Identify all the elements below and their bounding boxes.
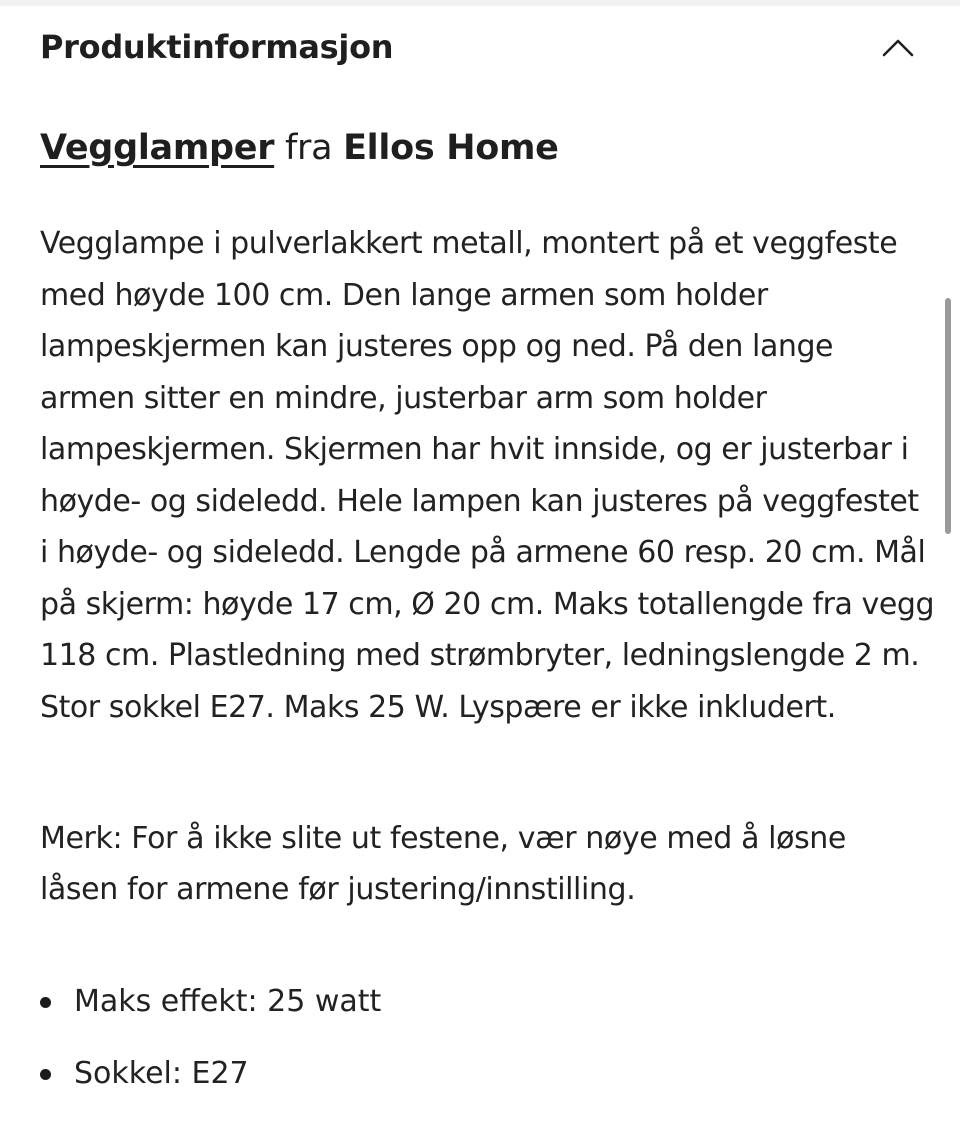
section-title: Produktinformasjon (40, 28, 394, 66)
top-divider (0, 0, 960, 6)
spec-text: Sokkel: E27 (74, 1056, 249, 1091)
scrollbar-thumb[interactable] (945, 298, 951, 534)
brand-name: Ellos Home (343, 128, 559, 168)
bullet-icon (40, 1069, 51, 1080)
category-link[interactable]: Vegglamper (40, 128, 275, 168)
chevron-up-icon (882, 38, 914, 58)
spec-item (40, 978, 381, 1050)
from-word: fra (284, 128, 333, 168)
product-subtitle (40, 128, 559, 168)
care-note: Merk: For å ikke slite ut festene, vær nøye med å løsne låsen for armene før justering/innstilling. (40, 821, 846, 907)
product-description: Vegglampe i pulverlakkert metall, montert på et veggfeste med høyde 100 cm. Den lange armen som holder lampeskjermen kan justeres opp og ned. På den lange armen sitter en mindre, justerbar arm som holder lampeskjermen. Skjermen har hvit innside, og er justerbar i høyde- og sideledd. Hele lampen kan justeres på veggfestet i høyde- og sideledd. Lengde på armene 60 resp. 20 cm. Mål på skjerm: høyde 17 cm, Ø 20 cm. Maks totallengde fra vegg 118 cm. Plastledning med strømbryter, ledningslengde 2 m. Stor sokkel E27. Maks 25 W. Lyspære er ikke inkludert. (40, 226, 935, 725)
spec-text: Maks effekt: 25 watt (74, 984, 382, 1019)
collapse-toggle-button[interactable] (876, 28, 920, 72)
product-info-header[interactable] (40, 24, 920, 80)
bullet-icon (40, 997, 51, 1008)
spec-item (40, 1050, 381, 1122)
spec-list (40, 978, 381, 1122)
